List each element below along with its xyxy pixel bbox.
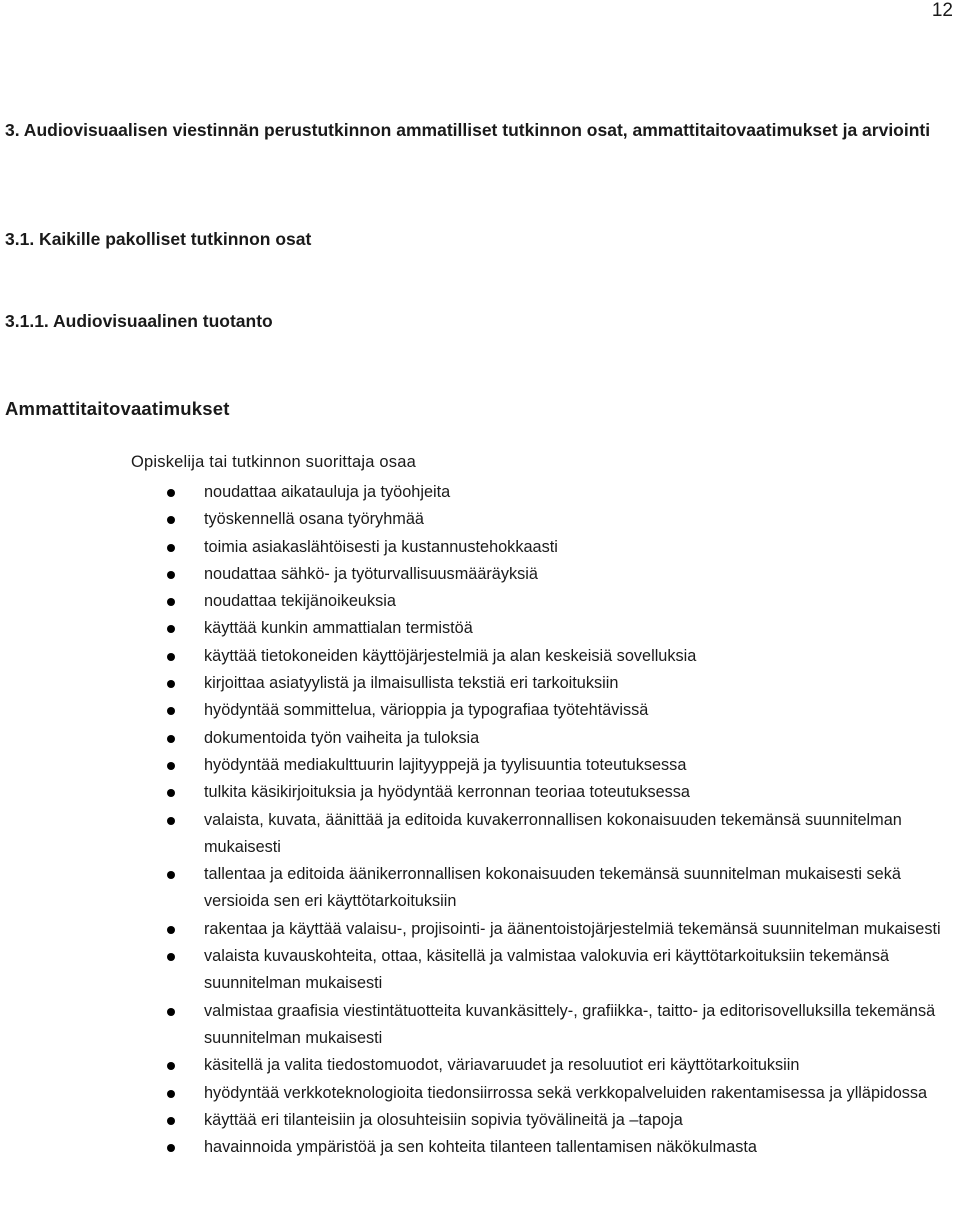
bullet-icon: [167, 817, 175, 825]
list-item-text: dokumentoida työn vaiheita ja tuloksia: [204, 728, 480, 747]
list-item-text: hyödyntää sommittelua, värioppia ja typografiaa työtehtävissä: [204, 701, 649, 720]
list-item-text: käsitellä ja valita tiedostomuodot, väriavaruudet ja resoluutiot eri käyttötarkoituksiin: [204, 1056, 800, 1075]
list-item-text: kirjoittaa asiatyylistä ja ilmaisullista tekstiä eri tarkoituksiin: [204, 674, 619, 693]
list-item-text: havainnoida ympäristöä ja sen kohteita tilanteen tallentamisen näkökulmasta: [204, 1138, 757, 1157]
list-item: [0, 916, 960, 943]
list-item-text: tulkita käsikirjoituksia ja hyödyntää kerronnan teoriaa toteutuksessa: [204, 783, 690, 802]
list-item: [0, 861, 960, 916]
bullet-icon: [167, 1008, 175, 1016]
list-item: [0, 615, 960, 642]
bullet-icon: [167, 762, 175, 770]
list-item-text: valaista, kuvata, äänittää ja editoida kuvakerronnallisen kokonaisuuden tekemänsä suunnitelman mukaisesti: [204, 810, 902, 856]
chapter-heading: 3. Audiovisuaalisen viestinnän perustutkinnon ammatilliset tutkinnon osat, ammattitaitovaatimukset ja arviointi: [5, 120, 931, 140]
list-item-text: toimia asiakaslähtöisesti ja kustannustehokkaasti: [204, 537, 558, 556]
requirements-heading: Ammattitaitovaatimukset: [5, 398, 230, 419]
list-item: [0, 807, 960, 862]
bullet-icon: [167, 707, 175, 715]
list-item: [0, 534, 960, 561]
bullet-icon: [167, 1090, 175, 1098]
list-item: [0, 725, 960, 752]
list-item-text: noudattaa aikatauluja ja työohjeita: [204, 483, 451, 501]
list-item: [0, 1052, 960, 1079]
bullet-icon: [167, 1062, 175, 1070]
list-item: [0, 479, 960, 506]
bullet-icon: [167, 789, 175, 797]
bullet-icon: [167, 544, 175, 552]
list-item-text: noudattaa tekijänoikeuksia: [204, 592, 396, 611]
list-item-text: tallentaa ja editoida äänikerronnallisen kokonaisuuden tekemänsä suunnitelman mukaisesti sekä versioida sen eri käyttötarkoituksiin: [204, 865, 901, 911]
list-item-text: rakentaa ja käyttää valaisu-, projisointi- ja äänentoistojärjestelmiä tekemänsä suunnitelman mukaisesti: [204, 919, 941, 938]
bullet-icon: [167, 680, 175, 688]
list-item: [0, 588, 960, 615]
bullet-icon: [167, 1117, 175, 1125]
list-item-text: valaista kuvauskohteita, ottaa, käsitellä ja valmistaa valokuvia eri käyttötarkoituksiin tekemänsä suunnitelman mukaisesti: [204, 947, 890, 993]
list-item-text: käyttää tietokoneiden käyttöjärjestelmiä ja alan keskeisiä sovelluksia: [204, 646, 697, 665]
intro-text: Opiskelija tai tutkinnon suorittaja osaa: [131, 453, 416, 471]
bullet-icon: [167, 625, 175, 633]
list-item: [0, 998, 960, 1053]
bullet-icon: [167, 1144, 175, 1152]
page-number: 12: [931, 0, 953, 21]
bullet-icon: [167, 871, 175, 879]
bullet-icon: [167, 571, 175, 579]
list-item: [0, 1107, 960, 1134]
list-item-text: työskennellä osana työryhmää: [204, 510, 424, 529]
list-item: [0, 561, 960, 588]
bullet-icon: [167, 953, 175, 961]
list-item-text: käyttää kunkin ammattialan termistöä: [204, 619, 473, 638]
section-heading: 3.1. Kaikille pakolliset tutkinnon osat: [5, 229, 312, 249]
list-item-text: käyttää eri tilanteisiin ja olosuhteisiin sopivia työvälineitä ja –tapoja: [204, 1110, 683, 1129]
list-item-text: hyödyntää verkkoteknologioita tiedonsiirrossa sekä verkkopalveluiden rakentamisessa ja ylläpidossa: [204, 1083, 928, 1102]
list-item: [0, 779, 960, 806]
list-item: [0, 670, 960, 697]
list-item: [0, 752, 960, 779]
list-item-text: valmistaa graafisia viestintätuotteita kuvankäsittely-, grafiikka-, taitto- ja editorisovelluksilla tekemänsä suunnitelman mukaisesti: [204, 1001, 936, 1047]
list-item-text: noudattaa sähkö- ja työturvallisuusmääräyksiä: [204, 564, 538, 583]
bullet-icon: [167, 598, 175, 606]
list-item: [0, 697, 960, 724]
subsection-heading: 3.1.1. Audiovisuaalinen tuotanto: [5, 311, 273, 331]
list-item: [0, 943, 960, 998]
bullet-icon: [167, 926, 175, 934]
bullet-icon: [167, 516, 175, 524]
list-item: [0, 1134, 960, 1161]
bullet-icon: [167, 653, 175, 661]
list-item: [0, 1080, 960, 1107]
requirements-list: [0, 479, 960, 1161]
list-item: [0, 643, 960, 670]
bullet-icon: [167, 735, 175, 743]
list-item-text: hyödyntää mediakulttuurin lajityyppejä ja tyylisuuntia toteutuksessa: [204, 755, 687, 774]
list-item: [0, 506, 960, 533]
bullet-icon: [167, 489, 175, 497]
